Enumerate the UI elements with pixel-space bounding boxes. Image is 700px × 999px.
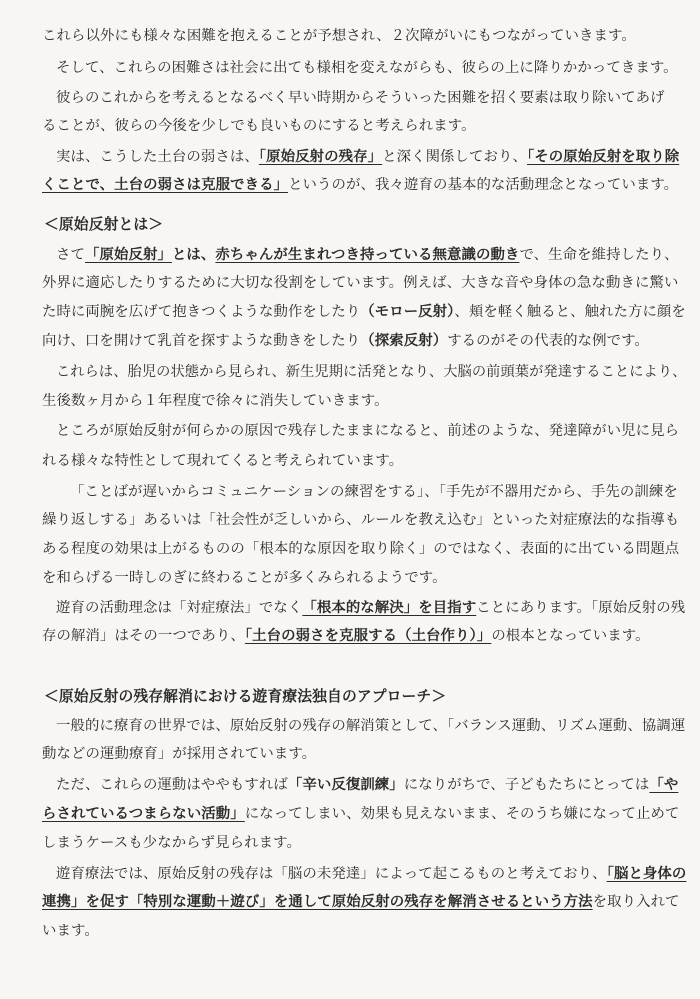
keyword-primitive-reflex: 「原始反射」 bbox=[84, 247, 172, 263]
s2-line-8: います。 bbox=[42, 923, 99, 939]
s1-line-6: 生後数ヶ月から１年程度で徐々に消失していきます。 bbox=[42, 393, 389, 409]
s1-line-8: れる様々な特性として現れてくると考えられています。 bbox=[42, 453, 404, 469]
keyword-brain-body-start: 「脳と身体の bbox=[606, 866, 687, 882]
intro-line-2: そして、これらの困難さは社会に出ても様相を変えながらも、彼らの上に降りかかってきます。 bbox=[56, 60, 678, 76]
s1-line-13: 遊育の活動理念は「対症療法」でなく「根本的な解決」を目指すことにあります。「原始反射の残 bbox=[56, 600, 686, 616]
intro-line-1: これら以外にも様々な困難を抱えることが予想され、２次障がいにもつながっていきます。 bbox=[42, 28, 636, 44]
s2-line-6: 遊育療法では、原始反射の残存は「脳の未発達」によって起こるものと考えており、「脳と身体の bbox=[56, 866, 687, 882]
intro-line-3: 彼らのこれからを考えるとなるべく早い時期からそういった困難を招く要素は取り除いてあげ bbox=[56, 90, 665, 106]
intro-line-5: 実は、こうした土台の弱さは、「原始反射の残存」と深く関係しており、「その原始反射を取り除 bbox=[56, 149, 680, 165]
s1-line-5: これらは、胎児の状態から見られ、新生児期に活発となり、大脳の前頭葉が発達することにより、 bbox=[56, 364, 687, 380]
keyword-fundamental-solution: 「根本的な解決」を目指す bbox=[302, 600, 477, 616]
s1-line-4: 向け、口を開けて乳首を探すような動きをしたり（探索反射）するのがその代表的な例です。 bbox=[42, 333, 649, 349]
s1-line-12: を和らげる一時しのぎに終わることが多くみられるようです。 bbox=[42, 570, 447, 586]
s1-line-11: ある程度の効果は上がるものの「根本的な原因を取り除く」のではなく、表面的に出ている問題点 bbox=[42, 541, 680, 557]
keyword-boring-activity-start: 「や bbox=[649, 777, 679, 793]
s2-line-1: 一般的に療育の世界では、原始反射の残存の解消策として、「バランス運動、リズム運動、協調運 bbox=[56, 718, 686, 734]
keyword-foundation-building: 「土台の弱さを克服する（土台作り）」 bbox=[244, 628, 492, 644]
s2-line-2: 動などの運動療育」が採用されています。 bbox=[42, 746, 317, 762]
s1-line-7: ところが原始反射が何らかの原因で残存したままになると、前述のような、発達障がい児に見ら bbox=[56, 423, 680, 439]
section-heading-primitive-reflex: ＜原始反射とは＞ bbox=[44, 216, 164, 233]
intro-line-6: くことで、土台の弱さは克服できる」というのが、我々遊育の基本的な活動理念となっています。 bbox=[42, 177, 679, 193]
s1-line-10: 繰り返しする」あるいは「社会性が乏しいから、ルールを教え込む」といった対症療法的な指導も bbox=[42, 512, 680, 528]
keyword-repetitive-training: 「辛い反復訓練」 bbox=[287, 777, 404, 793]
s1-line-2: 外界に適応したりするために大切な役割をしています。例えば、大きな音や身体の急な動きに驚い bbox=[42, 275, 679, 291]
s2-line-4: らされているつまらない活動」になってしまい、効果も見えないまま、そのうち嫌になって止めて bbox=[42, 806, 680, 822]
s1-line-3: た時に両腕を広げて抱きつくような動作をしたり（モロー反射）、頬を軽く触ると、触れた方に顔を bbox=[42, 304, 686, 320]
keyword-remove-reflex: 「その原始反射を取り除 bbox=[527, 149, 680, 165]
intro-line-4: ることが、彼らの今後を少しでも良いものにすると考えられます。 bbox=[42, 118, 476, 134]
keyword-special-exercise-play: 連携」を促す「特別な運動＋遊び」を通して原始反射の残存を解消させるという方法 bbox=[42, 894, 593, 910]
section-heading-unique-approach: ＜原始反射の残存解消における遊育療法独自のアプローチ＞ bbox=[44, 688, 447, 705]
s1-line-1: さて「原始反射」とは、赤ちゃんが生まれつき持っている無意識の動きで、生命を維持したり、 bbox=[56, 247, 679, 263]
keyword-primitive-reflex-residue: 「原始反射の残存」 bbox=[258, 149, 383, 165]
keyword-boring-activity: らされているつまらない活動」 bbox=[42, 806, 245, 822]
s2-line-3: ただ、これらの運動はややもすれば「辛い反復訓練」になりがちで、子どもたちにとっては「や bbox=[56, 777, 679, 793]
keyword-overcome-weakness: くことで、土台の弱さは克服できる」 bbox=[42, 177, 289, 193]
keyword-moro-reflex: （モロー反射） bbox=[360, 304, 455, 320]
s2-line-5: しまうケースも少なからず見られます。 bbox=[42, 835, 301, 851]
keyword-rooting-reflex: （探索反射） bbox=[360, 333, 448, 349]
keyword-unconscious-movement: 赤ちゃんが生まれつき持っている無意識の動き bbox=[215, 247, 520, 263]
s2-line-7: 連携」を促す「特別な運動＋遊び」を通して原始反射の残存を解消させるという方法を取り入れて bbox=[42, 894, 680, 910]
s1-line-14: 存の解消」はその一つであり、「土台の弱さを克服する（土台作り）」の根本となっています。 bbox=[42, 628, 650, 644]
s1-line-9: 「ことばが遅いからコミュニケーションの練習をする」、「手先が不器用だから、手先の訓練を bbox=[70, 484, 678, 500]
